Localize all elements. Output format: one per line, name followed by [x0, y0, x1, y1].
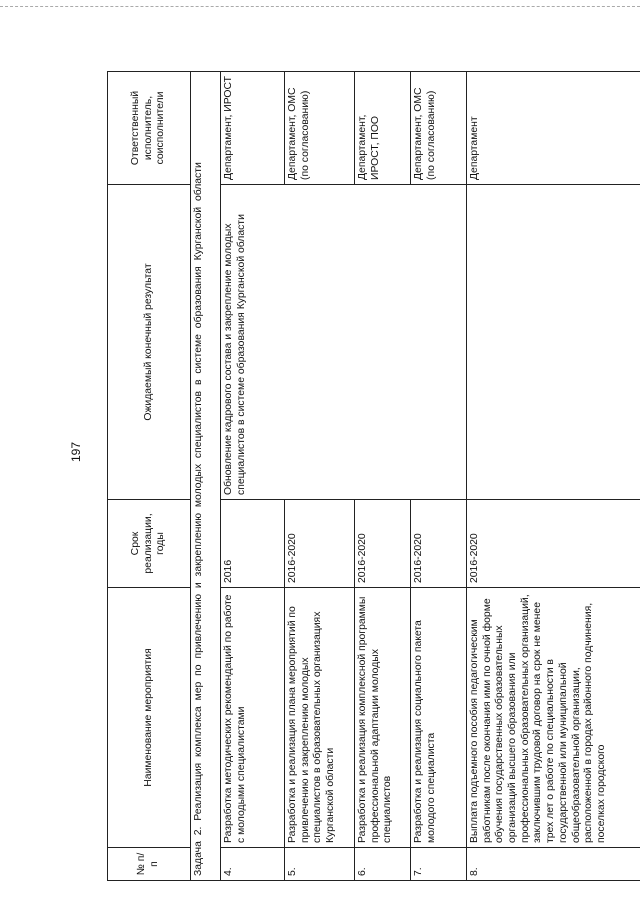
- row-result-merged: Обновление кадрового состава и закрепление молодых специалистов в системе образования Курганской области: [221, 185, 467, 500]
- row-term: 2016-2020: [285, 500, 355, 588]
- row-term: 2016: [221, 500, 285, 588]
- task-row: [191, 72, 221, 881]
- row-term: 2016-2020: [355, 500, 411, 588]
- row-name: Выплата подъемного пособия педагогическим работникам после окончания ими по очной форме обучения государственных образовательных организаций высшего образования или профессиональных образовательных организаций, заключившим трудовой договор на срок не менее трех лет о работе по специальности в государственной или муниципальной общеобразовательной организации, расположенной в городах районного подчинения, поселках городского: [467, 588, 640, 848]
- table-row: [467, 72, 640, 881]
- page-number: 197: [69, 441, 84, 463]
- row-responsible: Департамент: [467, 72, 640, 185]
- rotated-table-frame: [107, 72, 622, 881]
- row-num: 6.: [355, 848, 411, 881]
- row-name: Разработка методических рекомендаций по работе с молодыми специалистами: [221, 588, 285, 848]
- row-term: 2016-2020: [467, 500, 640, 588]
- row-result-empty: [467, 185, 640, 500]
- header-num: № п/п: [108, 848, 191, 881]
- row-responsible: Департамент, ИРОСТ: [221, 72, 285, 185]
- header-result: Ожидаемый конечный результат: [108, 185, 191, 500]
- measures-table: [107, 71, 640, 881]
- row-responsible: Департамент, ОМС (по согласованию): [411, 72, 467, 185]
- row-name: Разработка и реализация плана мероприятий по привлечению и закреплению молодых специалистов в образовательных организациях Курганской области: [285, 588, 355, 848]
- row-responsible: Департамент, ОМС (по согласованию): [285, 72, 355, 185]
- table-header-row: [108, 72, 191, 881]
- row-num: 4.: [221, 848, 285, 881]
- row-num: 5.: [285, 848, 355, 881]
- header-name: Наименование мероприятия: [108, 588, 191, 848]
- row-name: Разработка и реализация комплексной программы профессиональной адаптации молодых специалистов: [355, 588, 411, 848]
- header-term: Срок реализации, годы: [108, 500, 191, 588]
- header-responsible: Ответственный исполнитель, соисполнители: [108, 72, 191, 185]
- row-num: 8.: [467, 848, 640, 881]
- task-title: Задача 2. Реализация комплекса мер по привлечению и закреплению молодых специалистов в системе образования Курганской области: [191, 72, 221, 881]
- scan-edge-line: [0, 6, 640, 7]
- table-row: [221, 72, 285, 881]
- row-name: Разработка и реализация социального пакета молодого специалиста: [411, 588, 467, 848]
- row-responsible: Департамент, ИРОСТ, ПОО: [355, 72, 411, 185]
- row-num: 7.: [411, 848, 467, 881]
- row-term: 2016-2020: [411, 500, 467, 588]
